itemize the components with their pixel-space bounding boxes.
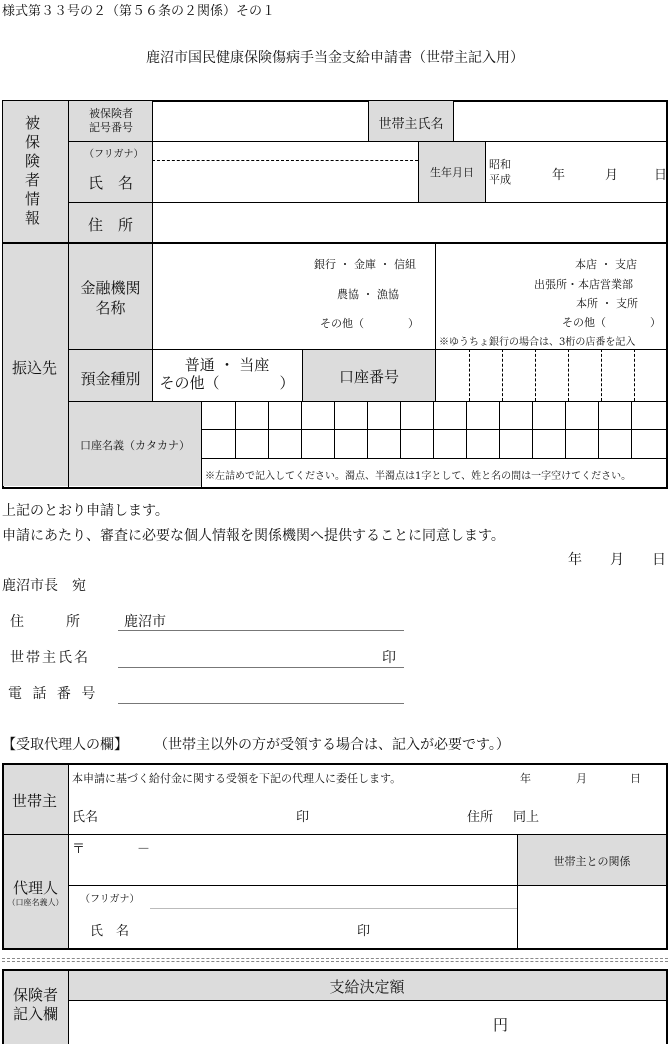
branch-type-2[interactable]: 出張所・本店営業部: [534, 278, 633, 291]
applicant-address-label: 住 所: [10, 614, 80, 630]
address-field[interactable]: [154, 205, 664, 240]
birth-date-label: 生年月日: [430, 166, 474, 179]
relation-field[interactable]: [519, 888, 665, 946]
inst-type-3[interactable]: その他（ ）: [320, 317, 419, 330]
era-options[interactable]: 昭和 平成: [489, 158, 511, 186]
inst-type-2[interactable]: 農協 ・ 漁協: [337, 288, 399, 301]
householder-name-label: 世帯主氏名: [378, 117, 444, 132]
delegation-month: 月: [576, 772, 587, 785]
cut-line: [2, 958, 668, 959]
agent-name-field[interactable]: [152, 911, 512, 945]
address-label: 住 所: [88, 216, 134, 234]
delegator-name-label: 氏名: [72, 810, 99, 825]
relation-label: 世帯主との関係: [553, 855, 631, 868]
declaration-line-2: 申請にあたり、審査に必要な個人情報を関係機関へ提供することに同意します。: [2, 528, 505, 544]
bank-section-label: 振込先: [12, 359, 58, 377]
form-title: 鹿沼市国民健康保険傷病手当金支給申請書（世帯主記入用）: [146, 50, 524, 66]
name-label: 氏 名: [88, 174, 134, 192]
applicant-phone-label: 電 話 番 号: [8, 686, 99, 702]
branch-type-3[interactable]: 本所 ・ 支所: [576, 297, 638, 310]
agent-furigana-label: （フリガナ）: [80, 894, 140, 905]
birth-day-label: 日: [654, 168, 668, 183]
account-number-field[interactable]: [437, 351, 665, 399]
deposit-type-options[interactable]: 普通 ・ 当座 その他（ ）: [159, 356, 295, 392]
birth-year-label: 年: [552, 168, 566, 183]
agent-heading: 【受取代理人の欄】: [2, 737, 128, 753]
amount-label: 支給決定額: [329, 978, 405, 996]
householder-name-field[interactable]: [455, 103, 664, 139]
account-holder-label: 口座名義（カタカナ）: [80, 439, 190, 452]
declaration-line-1: 上記のとおり申請します。: [2, 503, 169, 519]
amount-field[interactable]: [70, 1002, 490, 1042]
insured-number-field[interactable]: [154, 103, 366, 139]
delegation-day: 日: [630, 772, 641, 785]
agent-label: 代理人: [12, 879, 58, 897]
applicant-address-value[interactable]: 鹿沼市: [124, 614, 166, 630]
delegator-seal: 印: [296, 810, 310, 825]
applicant-seal: 印: [382, 650, 396, 666]
account-holder-note: ※左詰めで記入してください。濁点、半濁点は1字として、姓と名の間は一字空けてください。: [205, 471, 632, 482]
form-number: 様式第３３号の２（第５６条の２関係）その１: [2, 4, 276, 19]
yucho-note: ※ゆうちょ銀行の場合は、3桁の店番を記入: [439, 337, 636, 348]
name-field[interactable]: [154, 163, 416, 200]
branch-type-1[interactable]: 本店 ・ 支店: [575, 258, 637, 271]
delegation-year: 年: [520, 772, 531, 785]
furigana-label: （フリガナ）: [84, 149, 144, 160]
agent-householder-label: 世帯主: [12, 792, 58, 810]
applicant-name-label: 世帯主氏名: [10, 650, 90, 666]
delegator-address-label: 住所: [467, 810, 494, 825]
addressee: 鹿沼市長 宛: [2, 578, 86, 594]
furigana-field[interactable]: [154, 143, 416, 159]
agent-postal[interactable]: 〒 －: [72, 842, 151, 857]
agent-name-label: 氏 名: [90, 924, 130, 939]
delegation-text: 本申請に基づく給付金に関する受領を下記の代理人に委任します。: [72, 772, 402, 785]
agent-heading-note: （世帯主以外の方が受領する場合は、記入が必要です。）: [154, 737, 510, 753]
application-date[interactable]: 年 月 日: [568, 552, 666, 568]
delegator-address-same: 同上: [513, 810, 540, 825]
institution-label: 金融機関 名称: [80, 279, 141, 317]
agent-seal: 印: [357, 924, 371, 939]
agent-sublabel: （口座名義人）: [7, 898, 64, 907]
insured-number-label: 被保険者 記号番号: [89, 107, 133, 134]
deposit-type-label: 預金種別: [80, 370, 141, 388]
birth-month-label: 月: [605, 168, 619, 183]
insured-section-label: 被保険者情報: [23, 115, 41, 229]
inst-type-1[interactable]: 銀行 ・ 金庫 ・ 信組: [314, 258, 416, 271]
insurer-label: 保険者 記入欄: [12, 986, 58, 1023]
account-number-label: 口座番号: [338, 368, 399, 386]
yen-label: 円: [493, 1016, 509, 1034]
branch-type-4[interactable]: その他（ ）: [562, 316, 661, 329]
account-holder-field[interactable]: [202, 402, 665, 457]
